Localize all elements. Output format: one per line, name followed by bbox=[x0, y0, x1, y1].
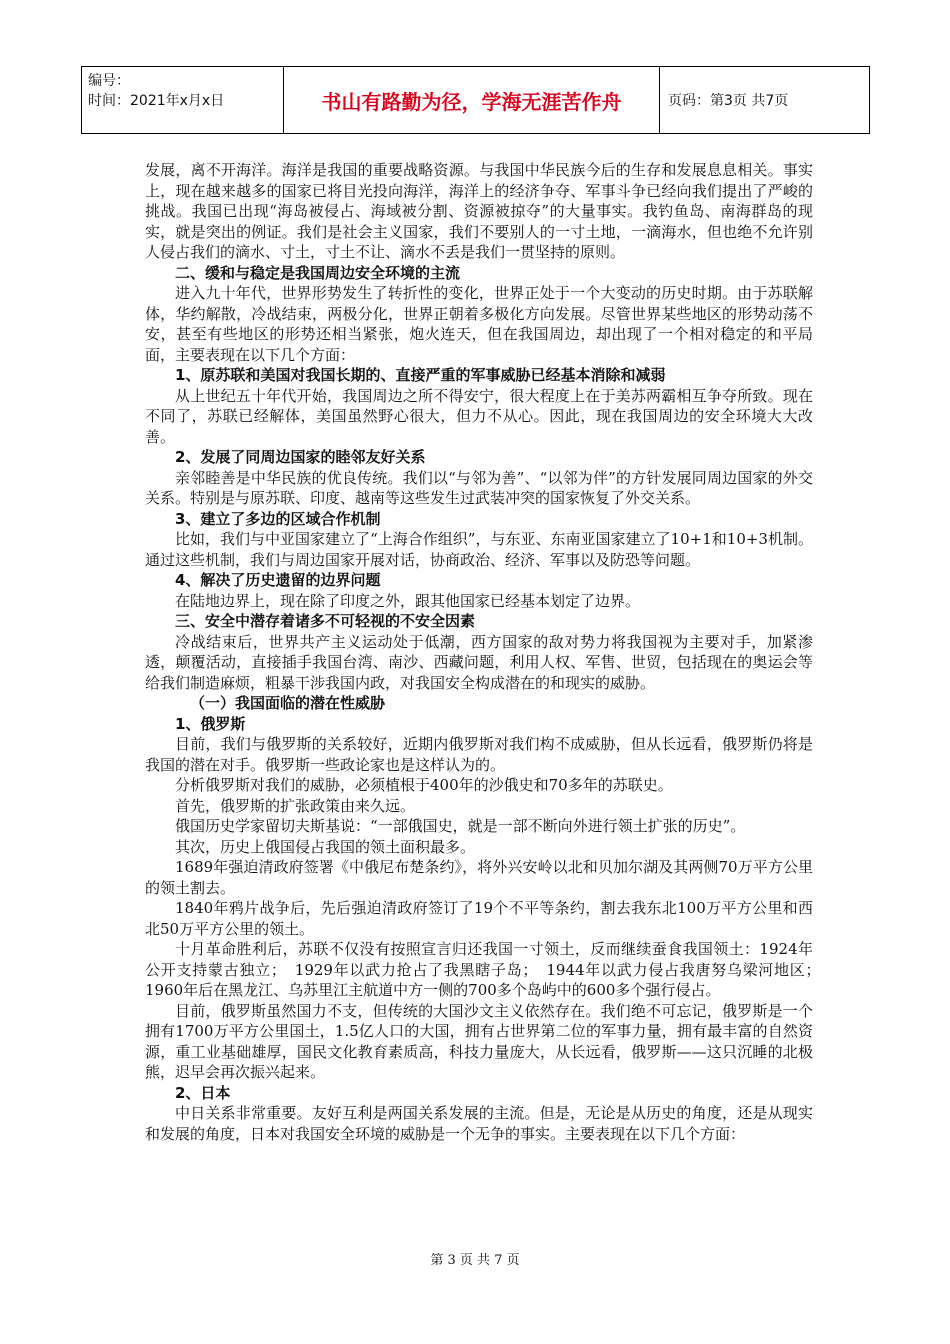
section-heading: 4、解决了历史遗留的边界问题 bbox=[175, 571, 381, 589]
paragraph: 1689年强迫清政府签署《中俄尼布楚条约》，将外兴安岭以北和贝加尔湖及其两侧70万平方公里的领土割去。 bbox=[145, 858, 813, 897]
paragraph: 中日关系非常重要。友好互利是两国关系发展的主流。但是，无论是从历史的角度，还是从现实和发展的角度，日本对我国安全环境的威胁是一个无争的事实。主要表现在以下几个方面： bbox=[145, 1104, 813, 1143]
paragraph: 比如，我们与中亚国家建立了“上海合作组织”，与东亚、东南亚国家建立了10+1和10+3机制。通过这些机制，我们与周边国家开展对话，协商政治、经济、军事以及防恐等问题。 bbox=[145, 530, 813, 569]
paragraph: 发展，离不开海洋。海洋是我国的重要战略资源。与我国中华民族今后的生存和发展息息相关。事实上，现在越来越多的国家已将目光投向海洋，海洋上的经济争夺、军事斗争已经向我们提出了严峻的挑战。我国已出现“海岛被侵占、海域被分割、资源被掠夺”的大量事实。我钓鱼岛、南海群岛的现实，就是突出的例证。我们是社会主义国家，我们不要别人的一寸土地，一滴海水，但也绝不允许别人侵占我们的滴水、寸土，寸土不让、滴水不丢是我们一贯坚持的原则。 bbox=[145, 161, 813, 261]
paragraph: 首先，俄罗斯的扩张政策由来久远。 bbox=[175, 796, 416, 815]
motto: 书山有路勤为径，学海无涯苦作舟 bbox=[284, 67, 660, 133]
page-footer: 第 3 页 共 7 页 bbox=[430, 1253, 520, 1268]
section-heading: （一）我国面临的潜在性威胁 bbox=[190, 694, 386, 712]
header-left-cell bbox=[82, 67, 284, 133]
section-heading: 二、缓和与稳定是我国周边安全环境的主流 bbox=[175, 263, 461, 282]
section-heading: 2、发展了同周边国家的睦邻友好关系 bbox=[175, 448, 426, 466]
paragraph: 其次，历史上俄国侵占我国的领土面积最多。 bbox=[175, 837, 476, 856]
section-heading: 1、原苏联和美国对我国长期的、直接严重的军事威胁已经基本消除和减弱 bbox=[175, 366, 666, 384]
section-heading: 2、日本 bbox=[175, 1083, 231, 1102]
paragraph: 1840年鸦片战争后，先后强迫清政府签订了19个不平等条约，割去我东北100万平方公里和西北50万平方公里的领土。 bbox=[145, 899, 813, 938]
paragraph: 亲邻睦善是中华民族的优良传统。我们以“与邻为善”、“以邻为伴”的方针发展同周边国家的外交关系。特别是与原苏联、印度、越南等这些发生过武装冲突的国家恢复了外交关系。 bbox=[145, 468, 813, 507]
document-body bbox=[145, 160, 829, 1144]
paragraph: 俄国历史学家留切夫斯基说：“一部俄国史，就是一部不断向外进行领土扩张的历史”。 bbox=[175, 817, 746, 835]
header-table bbox=[81, 66, 870, 134]
paragraph: 从上世纪五十年代开始，我国周边之所不得安宁，很大程度上在于美苏两霸相互争夺所致。现在不同了，苏联已经解体，美国虽然野心很大，但力不从心。因此，现在我国周边的安全环境大大改善。 bbox=[145, 386, 813, 446]
section-heading: 三、安全中潜存着诸多不可轻视的不安全因素 bbox=[175, 612, 476, 630]
section-heading: 3、建立了多边的区域合作机制 bbox=[175, 509, 381, 528]
paragraph: 十月革命胜利后，苏联不仅没有按照宣言归还我国一寸领土，反而继续蚕食我国领土：1924年公开支持蒙古独立； 1929年以武力抢占了我黑瞎子岛； 1944年以武力侵占我唐努乌梁河地区； 1960年后在黑龙江、乌苏里江主航道中方一侧的700多个岛屿中的600多个强行侵占。 bbox=[145, 940, 829, 999]
paragraph: 在陆地边界上，现在除了印度之外，跟其他国家已经基本划定了边界。 bbox=[175, 591, 641, 610]
page-label: 页码：第3页 共7页 bbox=[668, 93, 789, 109]
time-label: 时间：2021年x月x日 bbox=[88, 93, 225, 109]
paragraph: 冷战结束后，世界共产主义运动处于低潮，西方国家的敌对势力将我国视为主要对手，加紧渗透，颠覆活动，直接插手我国台湾、南沙、西藏问题，利用人权、军售、世贸，包括现在的奥运会等给我们制造麻烦，粗暴干涉我国内政，对我国安全构成潜在的和现实的威胁。 bbox=[145, 632, 813, 692]
paragraph: 分析俄罗斯对我们的威胁，必须植根于400年的沙俄史和70多年的苏联史。 bbox=[175, 776, 673, 794]
section-heading: 1、俄罗斯 bbox=[175, 714, 246, 733]
paragraph: 目前，俄罗斯虽然国力不支，但传统的大国沙文主义依然存在。我们绝不可忘记，俄罗斯是一个拥有1700万平方公里国土，1.5亿人口的大国，拥有占世界第二位的军事力量，拥有最丰富的自然资源，重工业基础雄厚，国民文化教育素质高，科技力量庞大，从长远看，俄罗斯——这只沉睡的北极熊，迟早会再次振兴起来。 bbox=[145, 1001, 813, 1081]
paragraph: 进入九十年代，世界形势发生了转折性的变化，世界正处于一个大变动的历史时期。由于苏联解体，华约解散，冷战结束，两极分化，世界正朝着多极化方向发展。尽管世界某些地区的形势动荡不安，甚至有些地区的形势还相当紧张，炮火连天，但在我国周边，却出现了一个相对稳定的和平局面，主要表现在以下几个方面： bbox=[145, 284, 813, 364]
number-label: 编号： bbox=[88, 73, 130, 89]
paragraph: 目前，我们与俄罗斯的关系较好，近期内俄罗斯对我们构不成威胁，但从长远看，俄罗斯仍将是我国的潜在对手。俄罗斯一些政论家也是这样认为的。 bbox=[145, 735, 813, 774]
